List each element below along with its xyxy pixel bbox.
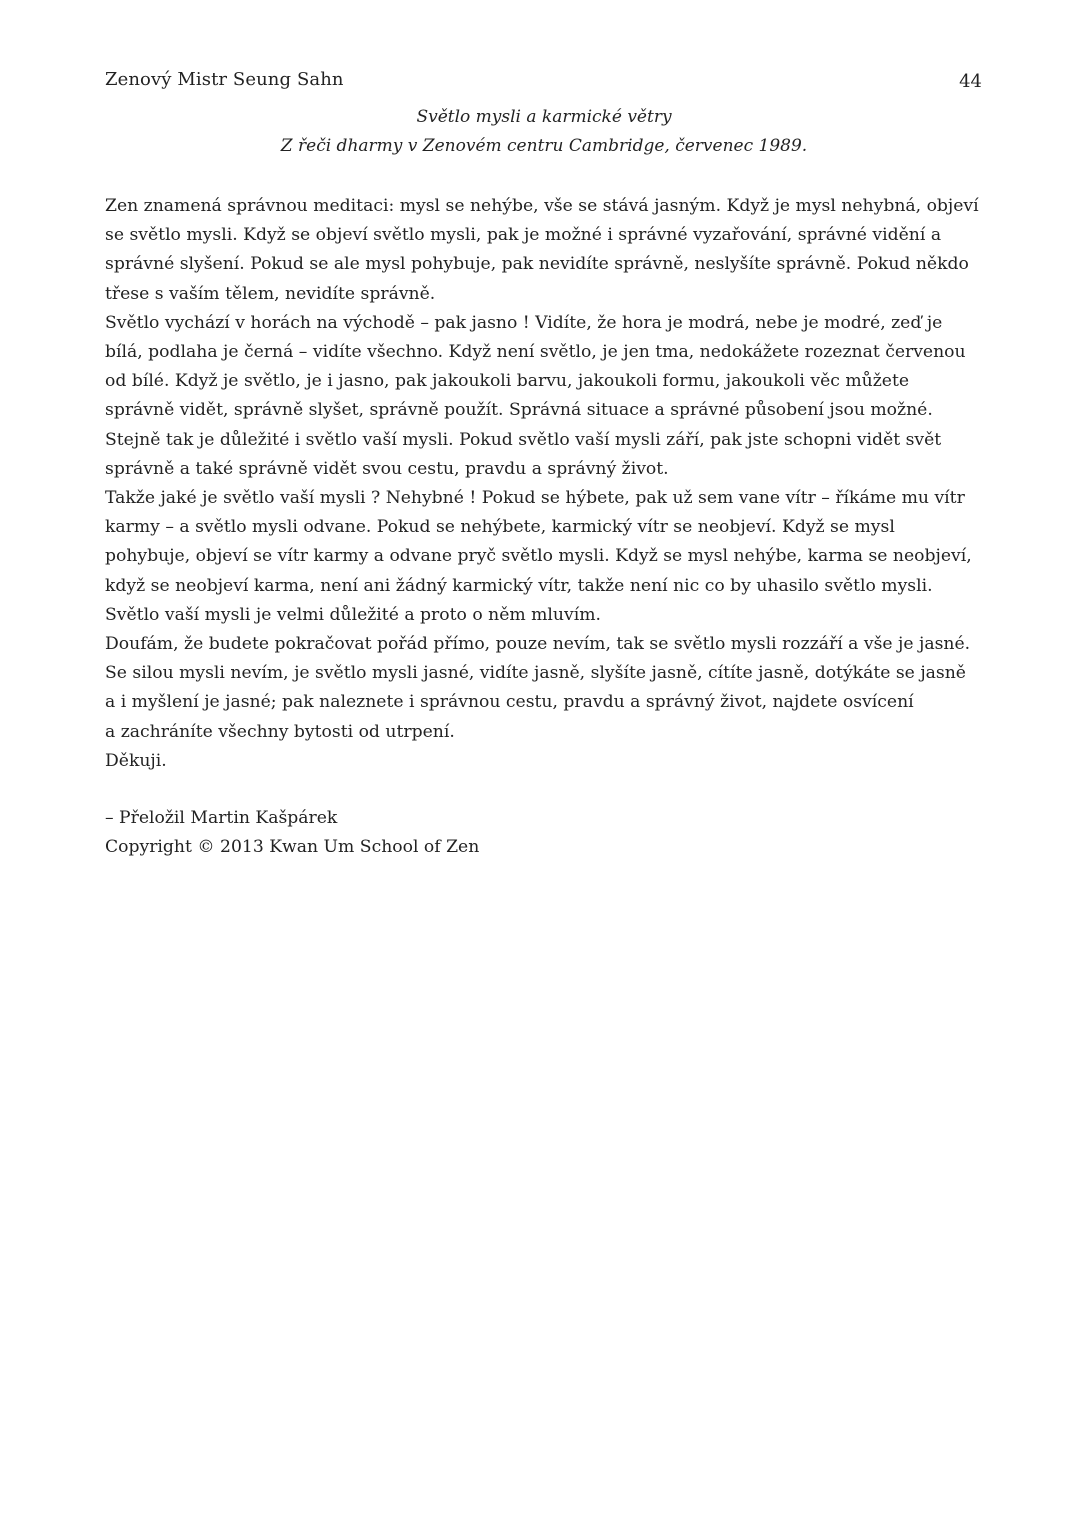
paragraph-1 [105, 192, 990, 309]
text-line: Doufám, že budete pokračovat pořád přímo, pouze nevím, tak se světlo mysli rozzáří a vše je jasné. [105, 634, 971, 655]
paragraph-4 [105, 630, 990, 747]
text-line: se světlo mysli. Když se objeví světlo mysli, pak je možné i správné vyzařování, správné vidění a [105, 225, 942, 246]
text-line: a i myšlení je jasné; pak naleznete i správnou cestu, pravdu a správný život, najdete osvícení [105, 692, 914, 713]
text-line: Světlo vychází v horách na východě – pak jasno ! Vidíte, že hora je modrá, nebe je modré, zeď je [105, 312, 943, 333]
running-title: Zenový Mistr Seung Sahn [105, 69, 344, 90]
paragraph-2 [105, 309, 990, 484]
paragraph-5 [105, 747, 990, 776]
text-line: Světlo vaší mysli je velmi důležité a proto o něm mluvím. [105, 604, 601, 625]
text-line: bílá, podlaha je černá – vidíte všechno. Když není světlo, je jen tma, nedokážete rozeznat červenou [105, 342, 966, 363]
text-line: správné slyšení. Pokud se ale mysl pohybuje, pak nevidíte správně, neslyšíte správně. Pokud někdo [105, 254, 969, 275]
talk-title-block [105, 103, 983, 161]
page-number: 44 [959, 71, 982, 92]
talk-title: Světlo mysli a karmické větry [416, 107, 672, 127]
text-line: karmy – a světlo mysli odvane. Pokud se nehýbete, karmický vítr se neobjeví. Když se mysl [105, 517, 895, 538]
paragraph-3 [105, 484, 990, 630]
text-line: Stejně tak je důležité i světlo vaší mysli. Pokud světlo vaší mysli září, pak jste schopni vidět svět [105, 429, 942, 450]
copyright-notice: Copyright © 2013 Kwan Um School of Zen [105, 837, 480, 858]
text-line: když se neobjeví karma, není ani žádný karmický vítr, takže není nic co by uhasilo světlo mysli. [105, 575, 933, 596]
text-line: a zachráníte všechny bytosti od utrpení. [105, 721, 455, 742]
credits [105, 804, 479, 862]
text-line: pohybuje, objeví se vítr karmy a odvane pryč světlo mysli. Když se mysl nehýbe, karma se neobjeví, [105, 546, 972, 567]
text-line: Se silou mysli nevím, je světlo mysli jasné, vidíte jasně, slyšíte jasně, cítíte jasně, dotýkáte se jasně [105, 663, 966, 684]
body-text [105, 192, 990, 776]
text-line: Děkuji. [105, 750, 167, 771]
translator-credit: – Přeložil Martin Kašpárek [105, 808, 338, 828]
talk-subtitle: Z řeči dharmy v Zenovém centru Cambridge, červenec 1989. [280, 136, 808, 156]
text-line: správně vidět, správně slyšet, správně použít. Správná situace a správné působení jsou možné. [105, 400, 933, 421]
text-line: Zen znamená správnou meditaci: mysl se nehýbe, vše se stává jasným. Když je mysl nehybná, objeví [105, 196, 979, 216]
text-line: třese s vaším tělem, nevidíte správně. [105, 283, 436, 304]
text-line: Takže jaké je světlo vaší mysli ? Nehybné ! Pokud se hýbete, pak už sem vane vítr – říkáme mu vítr [105, 488, 965, 509]
text-line: od bílé. Když je světlo, je i jasno, pak jakoukoli barvu, jakoukoli formu, jakoukoli věc můžete [105, 371, 910, 392]
text-line: správně a také správně vidět svou cestu, pravdu a správný život. [105, 458, 669, 479]
